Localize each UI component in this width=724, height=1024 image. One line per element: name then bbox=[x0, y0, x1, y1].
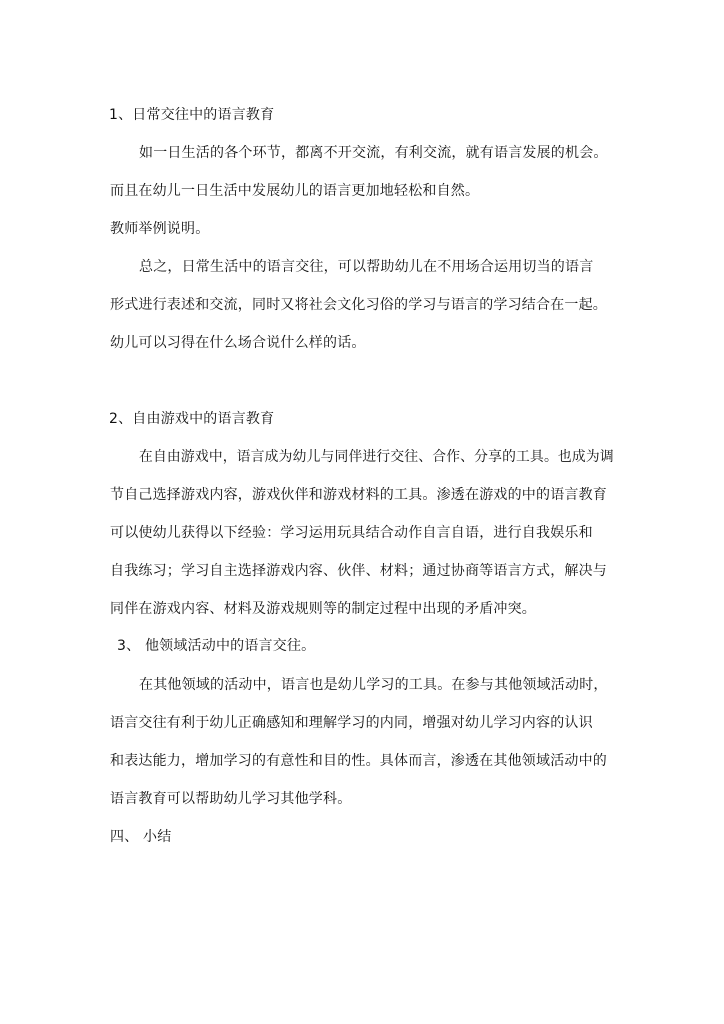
paragraph-line: 教师举例说明。 bbox=[110, 221, 210, 237]
paragraph-line: 语言教育可以帮助幼儿学习其他学科。 bbox=[110, 791, 352, 807]
paragraph-line: 节自己选择游戏内容，游戏伙伴和游戏材料的工具。渗透在游戏的中的语言教育 bbox=[110, 487, 607, 503]
paragraph-line: 和表达能力，增加学习的有意性和目的性。具体而言，渗透在其他领域活动中的 bbox=[110, 753, 607, 769]
paragraph-line: 形式进行表述和交流，同时又将社会文化习俗的学习与语言的学习结合在一起。 bbox=[110, 297, 607, 313]
section-heading-2: 2、自由游戏中的语言教育 bbox=[109, 411, 275, 427]
section-heading-3: 3、 他领域活动中的语言交往。 bbox=[117, 638, 316, 654]
paragraph-line: 幼儿可以习得在什么场合说什么样的话。 bbox=[110, 335, 366, 351]
section-heading-4: 四、 小结 bbox=[110, 829, 172, 845]
paragraph-line: 自我练习；学习自主选择游戏内容、伙伴、材料；通过协商等语言方式，解决与 bbox=[110, 563, 607, 579]
paragraph-line: 总之，日常生活中的语言交往，可以帮助幼儿在不用场合运用切当的语言 bbox=[139, 259, 594, 275]
section-heading-1: 1、日常交往中的语言教育 bbox=[109, 107, 275, 123]
paragraph-line: 语言交往有利于幼儿正确感知和理解学习的内同，增强对幼儿学习内容的认识 bbox=[110, 715, 593, 731]
paragraph-line: 而且在幼儿一日生活中发展幼儿的语言更加地轻松和自然。 bbox=[110, 183, 480, 199]
paragraph-line: 可以使幼儿获得以下经验：学习运用玩具结合动作自言自语，进行自我娱乐和 bbox=[110, 525, 593, 541]
paragraph-line: 在自由游戏中，语言成为幼儿与同伴进行交往、合作、分享的工具。也成为调 bbox=[139, 449, 614, 465]
paragraph-line: 在其他领域的活动中，语言也是幼儿学习的工具。在参与其他领域活动时， bbox=[139, 677, 608, 693]
paragraph-line: 如一日生活的各个环节，都离不开交流，有利交流，就有语言发展的机会。 bbox=[139, 145, 608, 161]
paragraph-line: 同伴在游戏内容、材料及游戏规则等的制定过程中出现的矛盾冲突。 bbox=[110, 601, 536, 617]
